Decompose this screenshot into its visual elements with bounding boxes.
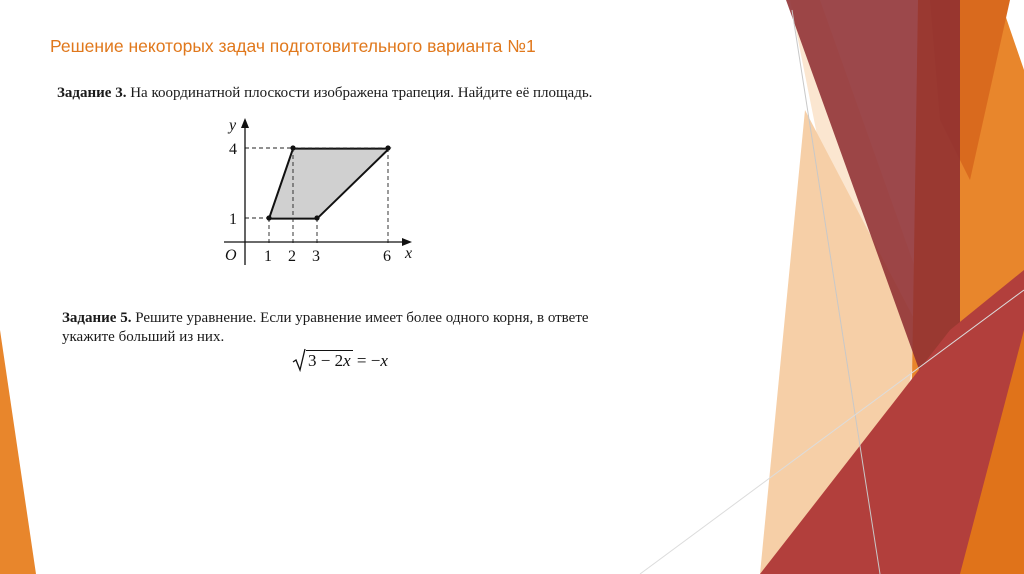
task-3-question: На координатной плоскости изображена трапеция. Найдите её площадь. bbox=[130, 85, 593, 101]
y-axis-arrow bbox=[241, 118, 249, 128]
coordinate-plane-figure bbox=[212, 110, 422, 270]
y-tick-1: 1 bbox=[229, 211, 237, 228]
task-5-text bbox=[62, 309, 622, 347]
task-3-label: Задание 3. bbox=[57, 85, 127, 101]
equation-rhs-var: x bbox=[380, 351, 388, 370]
y-tick-4: 4 bbox=[229, 141, 237, 158]
vertex-2-4 bbox=[290, 145, 295, 150]
x-tick-3: 3 bbox=[312, 248, 320, 265]
radicand bbox=[306, 350, 353, 370]
sqrt-sign bbox=[292, 348, 306, 372]
equation-rhs: = − bbox=[352, 351, 381, 370]
trapezoid bbox=[269, 149, 389, 219]
slide-title: Решение некоторых задач подготовительного варианта №1 bbox=[50, 36, 536, 56]
task-3-text bbox=[57, 84, 657, 103]
task-5-label: Задание 5. bbox=[62, 310, 132, 326]
vertex-6-4 bbox=[385, 145, 390, 150]
radicand-op: − 2 bbox=[316, 351, 344, 370]
y-axis-label: y bbox=[229, 117, 237, 134]
origin-label: O bbox=[225, 247, 237, 264]
x-tick-6: 6 bbox=[383, 248, 391, 265]
left-orange-triangle bbox=[0, 330, 36, 574]
x-axis-label: x bbox=[405, 245, 413, 262]
vertex-3-1 bbox=[314, 215, 319, 220]
radicand-var: x bbox=[343, 351, 351, 370]
x-tick-1: 1 bbox=[264, 248, 272, 265]
task-5-question: Решите уравнение. Если уравнение имеет более одного корня, в ответе укажите больший из них. bbox=[62, 310, 589, 345]
vertex-1-1 bbox=[266, 215, 271, 220]
radicand-num: 3 bbox=[308, 351, 317, 370]
x-tick-2: 2 bbox=[288, 248, 296, 265]
equation bbox=[292, 348, 388, 372]
